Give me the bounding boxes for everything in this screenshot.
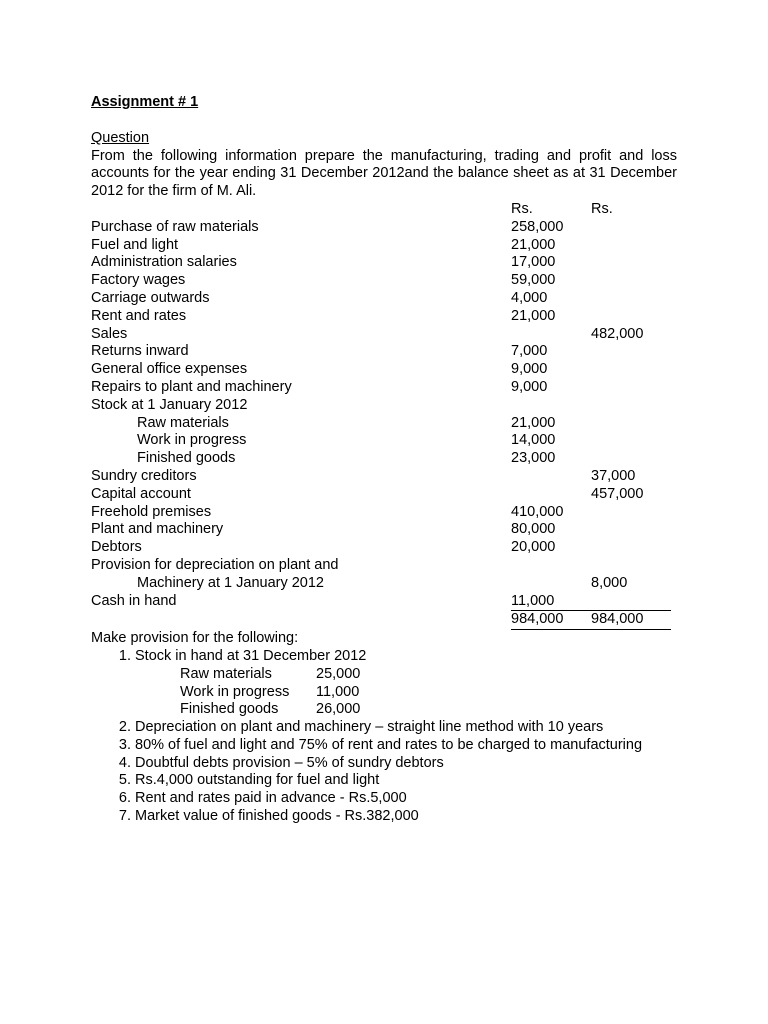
trial-balance-table xyxy=(91,201,671,630)
table-row xyxy=(180,666,360,684)
stock-label: Raw materials xyxy=(180,665,272,682)
table-row xyxy=(91,432,671,450)
row-label: Debtors xyxy=(91,539,142,556)
table-row xyxy=(91,219,671,237)
table-row xyxy=(91,326,671,344)
stock-value: 25,000 xyxy=(316,665,361,682)
row-label: General office expenses xyxy=(91,361,248,378)
total-debit: 984,000 xyxy=(511,611,591,630)
row-credit xyxy=(591,290,671,308)
table-row xyxy=(91,237,671,255)
row-label: Machinery at 1 January 2012 xyxy=(137,574,324,591)
table-row xyxy=(91,504,671,522)
row-label: Sundry creditors xyxy=(91,467,197,484)
row-debit: 4,000 xyxy=(511,289,548,306)
row-credit xyxy=(591,504,671,522)
stock-label: Work in progress xyxy=(180,683,290,700)
list-item: 2. Depreciation on plant and machinery – straight line method with 10 years xyxy=(135,719,677,737)
row-credit: 482,000 xyxy=(591,325,644,342)
row-label: Returns inward xyxy=(91,343,189,360)
table-row xyxy=(91,575,671,593)
row-debit xyxy=(511,468,591,486)
row-label: Factory wages xyxy=(91,272,186,289)
row-label: Raw materials xyxy=(137,414,229,431)
row-label: Carriage outwards xyxy=(91,289,210,306)
row-label: Finished goods xyxy=(137,450,236,467)
table-row xyxy=(91,254,671,272)
row-credit: 8,000 xyxy=(591,574,628,591)
row-credit xyxy=(591,272,671,290)
row-credit: 37,000 xyxy=(591,467,636,484)
row-label: Plant and machinery xyxy=(91,521,224,538)
row-credit xyxy=(591,308,671,326)
table-row xyxy=(91,361,671,379)
row-debit: 11,000 xyxy=(511,593,591,611)
assignment-page xyxy=(91,94,677,826)
row-debit: 59,000 xyxy=(511,272,556,289)
row-label: Fuel and light xyxy=(91,236,179,253)
row-credit xyxy=(591,219,671,237)
table-row xyxy=(91,308,671,326)
row-debit xyxy=(511,557,591,575)
table-row xyxy=(91,450,671,468)
table-row xyxy=(91,593,671,611)
table-row xyxy=(180,684,360,702)
assignment-title: Assignment # 1 xyxy=(91,94,199,110)
list-item: 5. Rs.4,000 outstanding for fuel and light xyxy=(135,772,677,790)
totals-row xyxy=(91,611,671,630)
row-debit: 9,000 xyxy=(511,378,548,395)
row-credit xyxy=(591,397,671,415)
row-debit: 7,000 xyxy=(511,343,548,360)
row-credit xyxy=(591,343,671,361)
question-text: From the following information prepare the manufacturing, trading and profit and loss accounts for the year ending 31 December 2012and the balance sheet as at 31 December 2012 for the firm of M. Ali. xyxy=(91,147,677,200)
row-credit xyxy=(591,539,671,557)
row-label: Sales xyxy=(91,325,128,342)
row-credit xyxy=(591,415,671,433)
table-row xyxy=(91,379,671,397)
table-header-row xyxy=(91,201,671,219)
row-label: Cash in hand xyxy=(91,593,177,610)
row-credit xyxy=(591,361,671,379)
list-item: 3. 80% of fuel and light and 75% of rent and rates to be charged to manufacturing xyxy=(135,737,677,755)
row-credit xyxy=(591,593,671,611)
row-debit: 80,000 xyxy=(511,521,556,538)
stock-value: 26,000 xyxy=(316,701,361,718)
row-debit: 410,000 xyxy=(511,503,564,520)
row-credit: 457,000 xyxy=(591,485,644,502)
table-row xyxy=(180,701,360,719)
closing-stock-table xyxy=(180,666,360,719)
row-debit xyxy=(511,486,591,504)
table-row xyxy=(91,272,671,290)
table-row xyxy=(91,486,671,504)
row-label: Repairs to plant and machinery xyxy=(91,378,292,395)
row-credit xyxy=(591,450,671,468)
row-debit: 21,000 xyxy=(511,307,556,324)
provision-heading: Make provision for the following: xyxy=(91,630,299,647)
question-heading: Question xyxy=(91,129,150,146)
row-credit xyxy=(591,557,671,575)
list-item: 4. Doubtful debts provision – 5% of sundry debtors xyxy=(135,755,677,773)
row-debit: 21,000 xyxy=(511,414,556,431)
row-debit: 21,000 xyxy=(511,236,556,253)
row-label: Provision for depreciation on plant and xyxy=(91,556,339,573)
row-debit xyxy=(511,397,591,415)
table-row xyxy=(91,521,671,539)
table-row xyxy=(91,468,671,486)
row-debit: 258,000 xyxy=(511,218,564,235)
row-credit xyxy=(591,237,671,255)
row-debit xyxy=(511,326,591,344)
table-row xyxy=(91,290,671,308)
table-row xyxy=(91,415,671,433)
stock-value: 11,000 xyxy=(316,683,360,700)
provision-list xyxy=(91,648,677,826)
row-credit xyxy=(591,379,671,397)
table-row xyxy=(91,539,671,557)
table-row xyxy=(91,397,671,415)
row-credit xyxy=(591,432,671,450)
column-header-credit: Rs. xyxy=(591,200,613,217)
row-debit: 23,000 xyxy=(511,450,556,467)
provision-text: Stock in hand at 31 December 2012 xyxy=(135,647,367,664)
row-credit xyxy=(591,521,671,539)
row-credit xyxy=(591,254,671,272)
row-debit xyxy=(511,575,591,593)
table-row xyxy=(91,557,671,575)
total-credit: 984,000 xyxy=(591,611,671,630)
row-debit: 20,000 xyxy=(511,539,556,556)
row-debit: 17,000 xyxy=(511,254,556,271)
row-label: Rent and rates xyxy=(91,307,187,324)
row-label: Work in progress xyxy=(137,432,247,449)
row-debit: 14,000 xyxy=(511,432,556,449)
list-item xyxy=(135,648,677,719)
row-label: Stock at 1 January 2012 xyxy=(91,396,248,413)
row-label: Capital account xyxy=(91,485,191,502)
list-item: 7. Market value of finished goods - Rs.382,000 xyxy=(135,808,677,826)
column-header-debit: Rs. xyxy=(511,200,533,217)
table-row xyxy=(91,343,671,361)
row-label: Freehold premises xyxy=(91,503,212,520)
list-item: 6. Rent and rates paid in advance - Rs.5,000 xyxy=(135,790,677,808)
row-label: Purchase of raw materials xyxy=(91,218,259,235)
row-debit: 9,000 xyxy=(511,361,548,378)
row-label: Administration salaries xyxy=(91,254,237,271)
stock-label: Finished goods xyxy=(180,701,279,718)
